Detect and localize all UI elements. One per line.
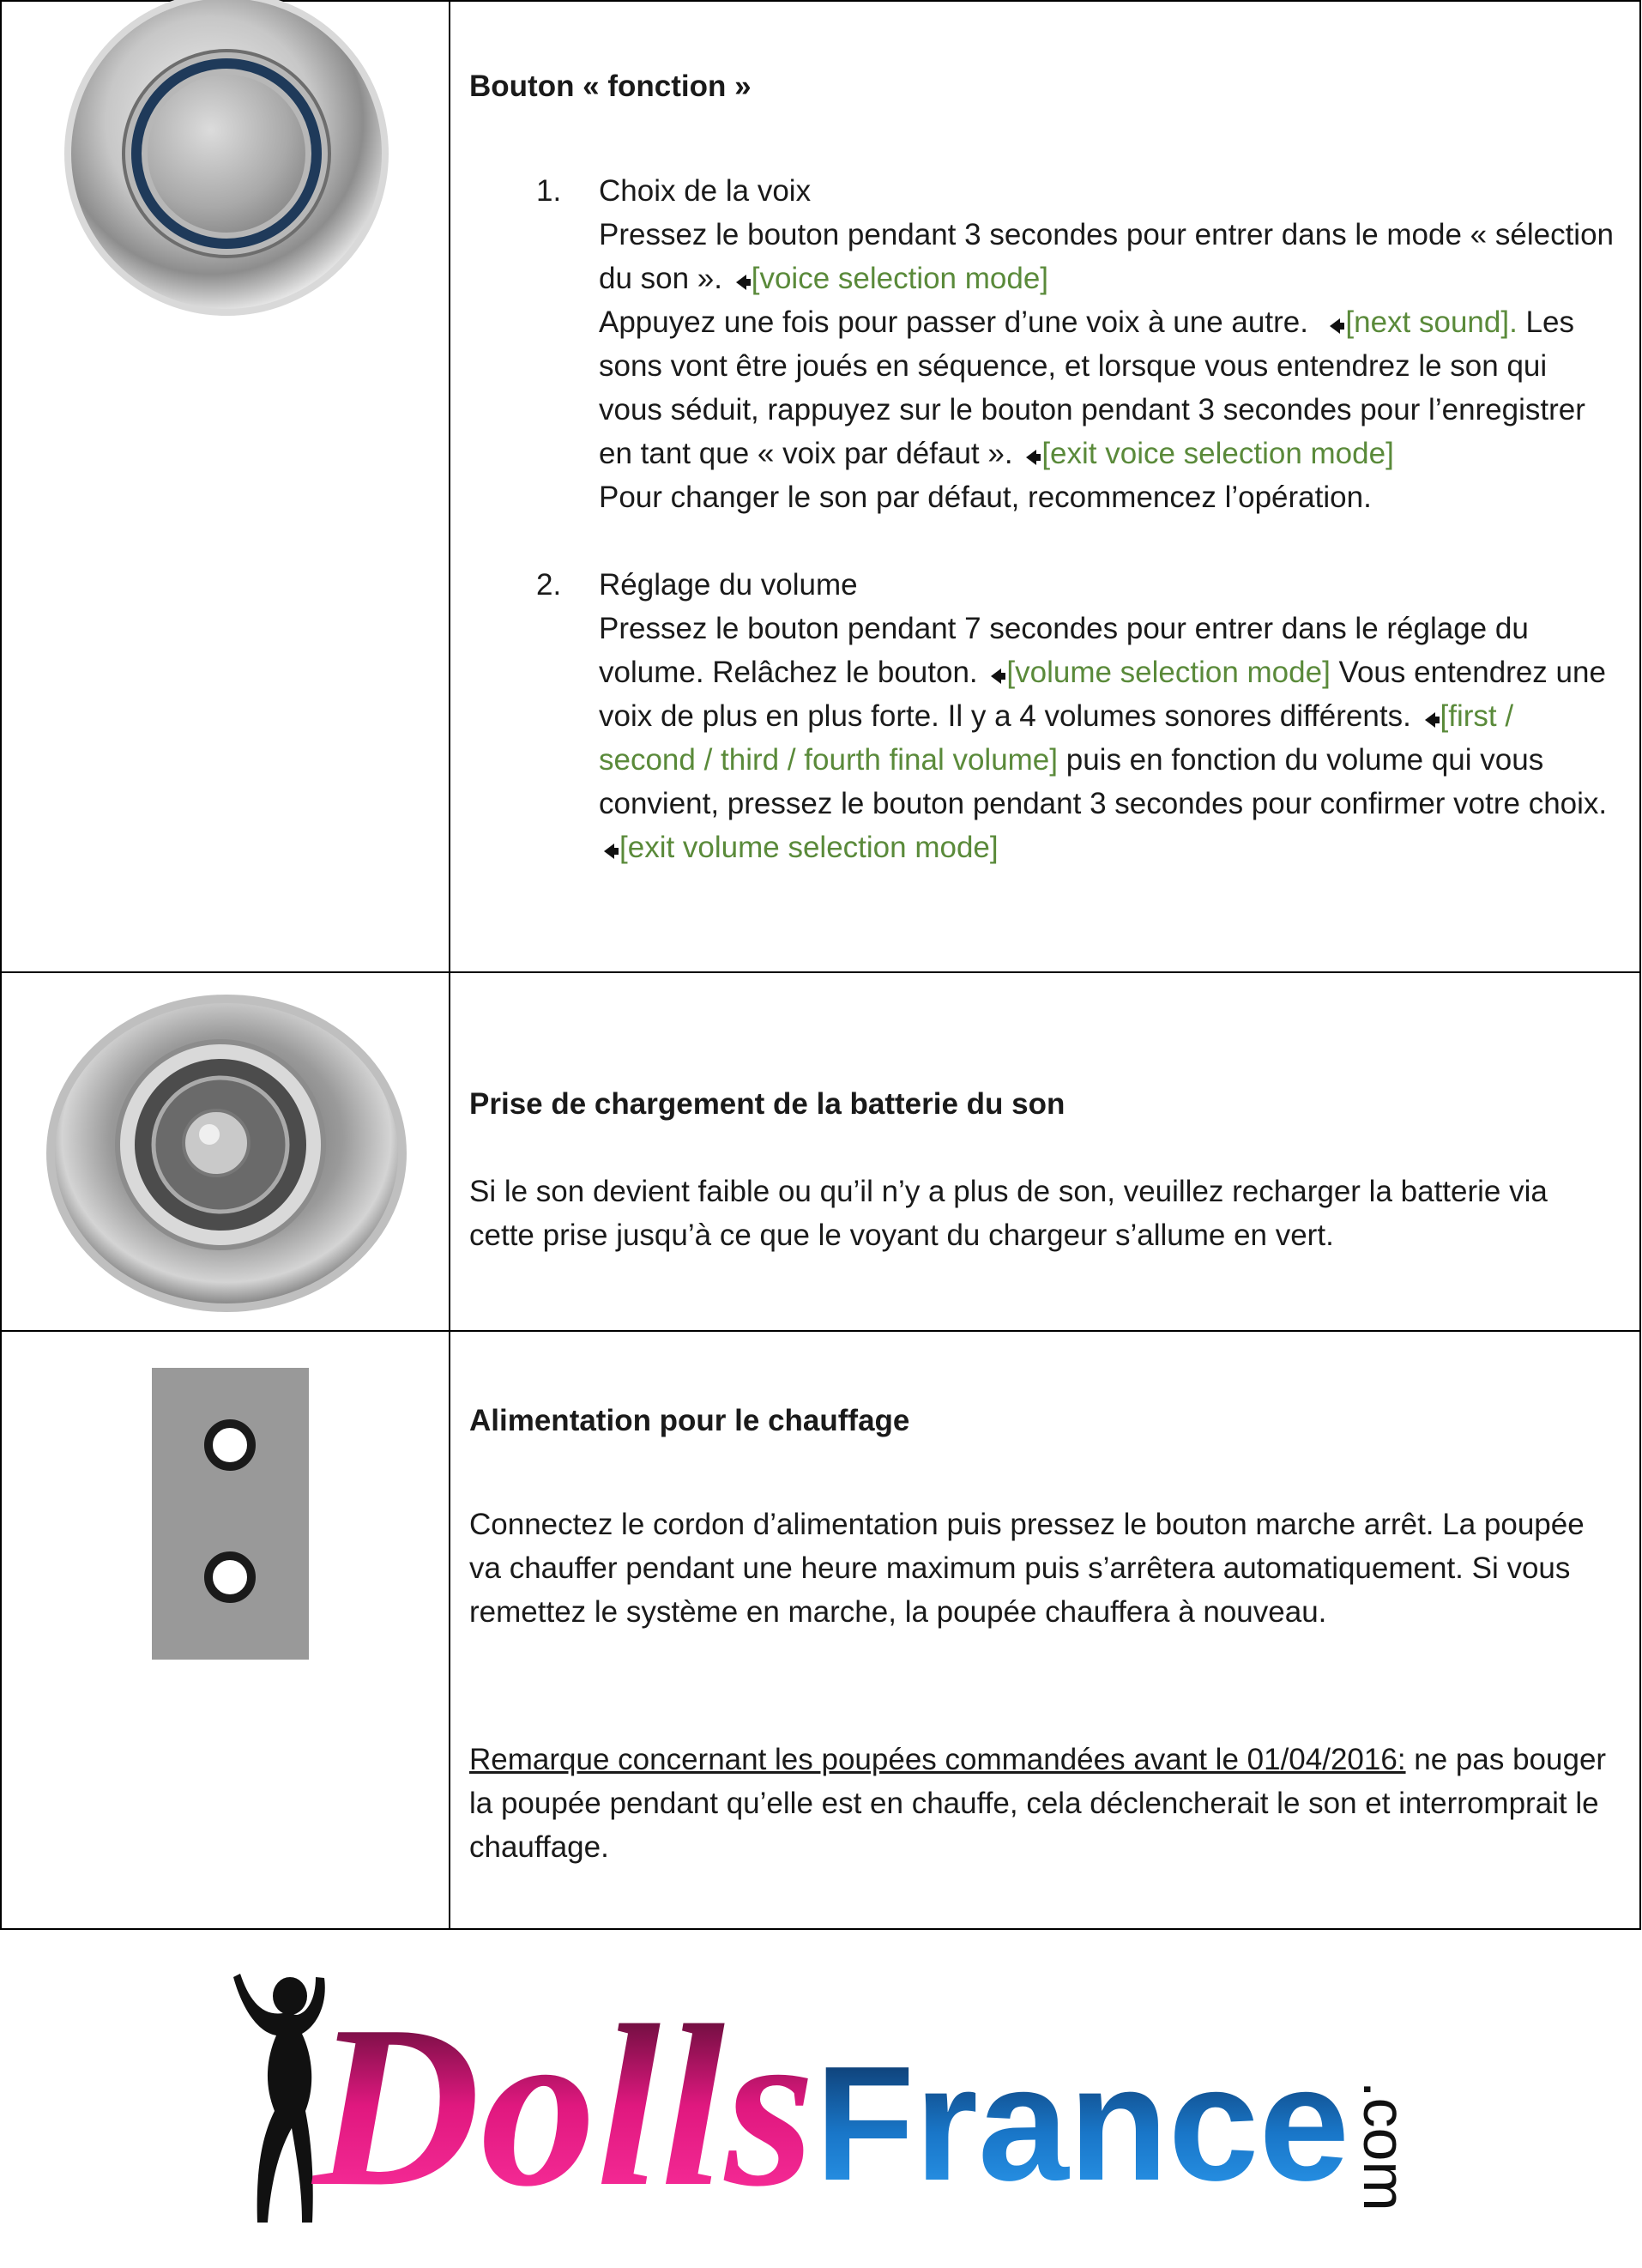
row-charging-port xyxy=(1,972,1640,1331)
charging-port-icon xyxy=(2,973,449,1332)
step-text: Pour changer le son par défaut, recommencez l’opération. xyxy=(599,481,1372,514)
function-button-title: Bouton « fonction » xyxy=(469,70,752,103)
function-button-icon xyxy=(2,2,449,973)
function-button-photo-cell xyxy=(1,1,450,972)
charging-body: Si le son devient faible ou qu’il n’y a plus de son, veuillez recharger la batterie via cette prise jusqu’à ce que le voyant du chargeur s’allume en vert. xyxy=(469,1175,1548,1252)
charging-port-text-cell xyxy=(450,972,1640,1331)
step-text xyxy=(599,607,1614,869)
audio-cue: [next sound]. xyxy=(1345,305,1518,339)
note-label: Remarque concernant les poupées commandées avant le 01/04/2016: xyxy=(469,1743,1406,1776)
speaker-icon xyxy=(1330,318,1340,334)
dollsfrance-logo xyxy=(223,1965,1418,2240)
step-volume-setting xyxy=(450,563,1614,869)
speaker-icon xyxy=(1026,450,1036,465)
step-text xyxy=(599,300,1614,475)
row-function-button xyxy=(1,1,1640,972)
heating-title: Alimentation pour le chauffage xyxy=(469,1404,910,1437)
step-line: Vous entendrez une voix de plus en plus forte. Il y a 4 volumes sonores différents. xyxy=(599,656,1606,733)
step-heading: Réglage du volume xyxy=(599,568,858,602)
function-steps-list xyxy=(450,169,1614,869)
step-line: Pressez le bouton pendant 3 secondes pour entrer dans le mode « sélection du son ». xyxy=(599,218,1614,295)
function-button-text-cell xyxy=(450,1,1640,972)
heating-text-cell xyxy=(450,1331,1640,1929)
step-line: Les sons vont être joués en séquence, et lorsque vous entendrez le son qui vous séduit, rappuyez sur le bouton pendant 3 secondes pour l’enregistrer en tant que « voix par défaut ». xyxy=(599,305,1585,470)
logo-word-france: France xyxy=(815,2033,1350,2215)
speaker-icon xyxy=(1425,712,1435,728)
dancer-silhouette-icon xyxy=(233,1974,325,2223)
step-line: Pressez le bouton pendant 7 secondes pour entrer dans le réglage du volume. Relâchez le bouton. xyxy=(599,612,1529,689)
charging-port-photo-cell xyxy=(1,972,450,1331)
audio-cue: [exit volume selection mode] xyxy=(619,831,999,864)
audio-cue: [volume selection mode] xyxy=(1006,656,1331,689)
audio-cue: [first / second / third / fourth final volume] xyxy=(599,699,1514,777)
logo-word-com: .com xyxy=(1351,2081,1418,2211)
charging-title: Prise de chargement de la batterie du son xyxy=(469,1087,1065,1121)
step-number: 2. xyxy=(536,568,562,602)
heating-connector-icon xyxy=(2,1332,449,1930)
speaker-icon xyxy=(604,844,614,859)
heating-note xyxy=(469,1738,1614,1869)
heating-connector-cell xyxy=(1,1331,450,1929)
audio-cue: [exit voice selection mode] xyxy=(1041,437,1394,470)
step-heading: Choix de la voix xyxy=(599,174,812,208)
heating-body: Connectez le cordon d’alimentation puis pressez le bouton marche arrêt. La poupée va chauffer pendant une heure maximum puis s’arrêtera automatiquement. Si vous remettez le système en marche, la poupée chauffera à nouveau. xyxy=(469,1508,1585,1629)
step-voice-choice xyxy=(450,169,1614,519)
audio-cue: [voice selection mode] xyxy=(751,262,1049,295)
step-text xyxy=(599,213,1614,300)
speaker-icon xyxy=(736,275,746,290)
speaker-icon xyxy=(991,668,1001,684)
row-heating-power xyxy=(1,1331,1640,1929)
step-line: Appuyez une fois pour passer d’une voix à une autre. xyxy=(599,305,1308,339)
step-number: 1. xyxy=(536,174,562,208)
step-line: puis en fonction du volume qui vous convient, pressez le bouton pendant 3 secondes pour confirmer votre choix. xyxy=(599,743,1608,820)
note-body: ne pas bouger la poupée pendant qu’elle est en chauffe, cela déclencherait le son et interromprait le chauffage. xyxy=(469,1743,1607,1864)
logo-word-dolls: Dolls xyxy=(313,1978,816,2235)
